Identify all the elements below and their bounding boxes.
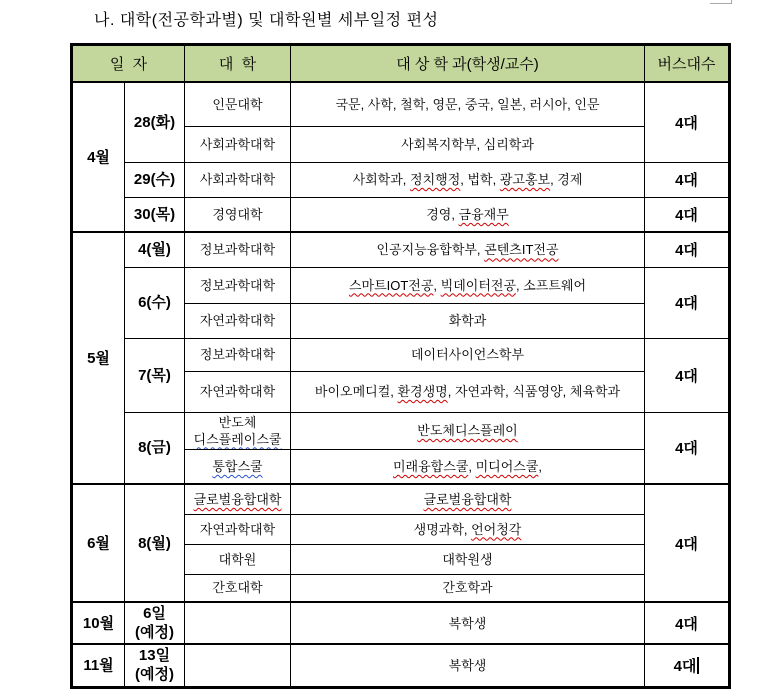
date-cell: 6일 (예정) — [125, 602, 185, 644]
departments-cell: 경영, 금융재무 — [291, 197, 645, 232]
bus-count-cell: 4대 — [645, 412, 730, 484]
table-row — [72, 602, 730, 644]
college-cell: 글로벌융합대학 — [185, 484, 291, 514]
table-row — [72, 82, 730, 126]
departments-cell: 데이터사이언스학부 — [291, 338, 645, 371]
header-departments: 대 상 학 과(학생/교수) — [291, 45, 645, 83]
college-cell — [185, 644, 291, 687]
date-cell: 13일 (예정) — [125, 644, 185, 687]
date-cell: 29(수) — [125, 162, 185, 197]
college-cell: 자연과학대학 — [185, 514, 291, 544]
departments-cell: 사회학과, 정치행정, 법학, 광고홍보, 경제 — [291, 162, 645, 197]
month-cell: 11월 — [72, 644, 125, 687]
departments-cell: 글로벌융합대학 — [291, 484, 645, 514]
bus-count-cell: 4대 — [645, 162, 730, 197]
window-edge-artifact — [710, 0, 732, 4]
college-cell: 정보과학대학 — [185, 232, 291, 267]
college-cell: 반도체 디스플레이스쿨 — [185, 412, 291, 449]
header-bus-count: 버스대수 — [645, 45, 730, 83]
header-date: 일 자 — [72, 45, 185, 83]
college-cell: 통합스쿨 — [185, 449, 291, 484]
date-cell: 4(월) — [125, 232, 185, 267]
date-cell: 7(목) — [125, 338, 185, 412]
month-cell: 5월 — [72, 232, 125, 484]
bus-count-cell: 4대 — [645, 197, 730, 232]
college-cell: 사회과학대학 — [185, 126, 291, 162]
date-cell: 8(금) — [125, 412, 185, 484]
bus-count-text: 4대 — [673, 657, 697, 675]
bus-count-cell: 4대 — [645, 82, 730, 162]
header-row — [72, 45, 730, 83]
departments-cell: 미래융합스쿨, 미디어스쿨, — [291, 449, 645, 484]
college-cell: 인문대학 — [185, 82, 291, 126]
departments-cell: 바이오메디컬, 환경생명, 자연과학, 식품영양, 체육학과 — [291, 371, 645, 412]
departments-cell: 간호학과 — [291, 574, 645, 602]
departments-cell: 사회복지학부, 심리학과 — [291, 126, 645, 162]
bus-count-cell: 4대 — [645, 602, 730, 644]
departments-cell: 반도체디스플레이 — [291, 412, 645, 449]
bus-count-cell: 4대 — [645, 484, 730, 602]
date-cell: 30(목) — [125, 197, 185, 232]
college-cell: 자연과학대학 — [185, 303, 291, 338]
schedule-table — [70, 43, 731, 689]
departments-cell: 국문, 사학, 철학, 영문, 중국, 일본, 러시아, 인문 — [291, 82, 645, 126]
bus-count-cell: 4대 — [645, 338, 730, 412]
departments-cell: 생명과학, 언어청각 — [291, 514, 645, 544]
date-cell: 6(수) — [125, 267, 185, 338]
college-cell: 정보과학대학 — [185, 338, 291, 371]
text-caret — [697, 657, 699, 674]
document-title: 나. 대학(전공학과별) 및 대학원별 세부일정 편성 — [94, 12, 439, 29]
bus-schedule-table — [70, 43, 731, 689]
college-cell: 자연과학대학 — [185, 371, 291, 412]
college-cell: 경영대학 — [185, 197, 291, 232]
table-row — [72, 412, 730, 449]
departments-cell: 복학생 — [291, 644, 645, 687]
date-cell: 28(화) — [125, 82, 185, 162]
college-cell: 정보과학대학 — [185, 267, 291, 303]
table-row — [72, 197, 730, 232]
header-college: 대 학 — [185, 45, 291, 83]
bus-count-cell: 4대 — [645, 267, 730, 338]
table-row — [72, 644, 730, 687]
table-row — [72, 162, 730, 197]
college-cell: 간호대학 — [185, 574, 291, 602]
college-cell: 사회과학대학 — [185, 162, 291, 197]
table-row — [72, 232, 730, 267]
departments-cell: 복학생 — [291, 602, 645, 644]
departments-cell: 스마트IOT전공, 빅데이터전공, 소프트웨어 — [291, 267, 645, 303]
date-cell: 8(월) — [125, 484, 185, 602]
departments-cell: 화학과 — [291, 303, 645, 338]
month-cell: 10월 — [72, 602, 125, 644]
table-row — [72, 484, 730, 514]
month-cell: 4월 — [72, 82, 125, 232]
table-row — [72, 267, 730, 303]
bus-count-cell: 4대 — [645, 232, 730, 267]
bus-count-cell — [645, 644, 730, 687]
departments-cell: 인공지능융합학부, 콘텐츠IT전공 — [291, 232, 645, 267]
college-cell: 대학원 — [185, 544, 291, 574]
college-cell — [185, 602, 291, 644]
table-row — [72, 338, 730, 371]
month-cell: 6월 — [72, 484, 125, 602]
departments-cell: 대학원생 — [291, 544, 645, 574]
